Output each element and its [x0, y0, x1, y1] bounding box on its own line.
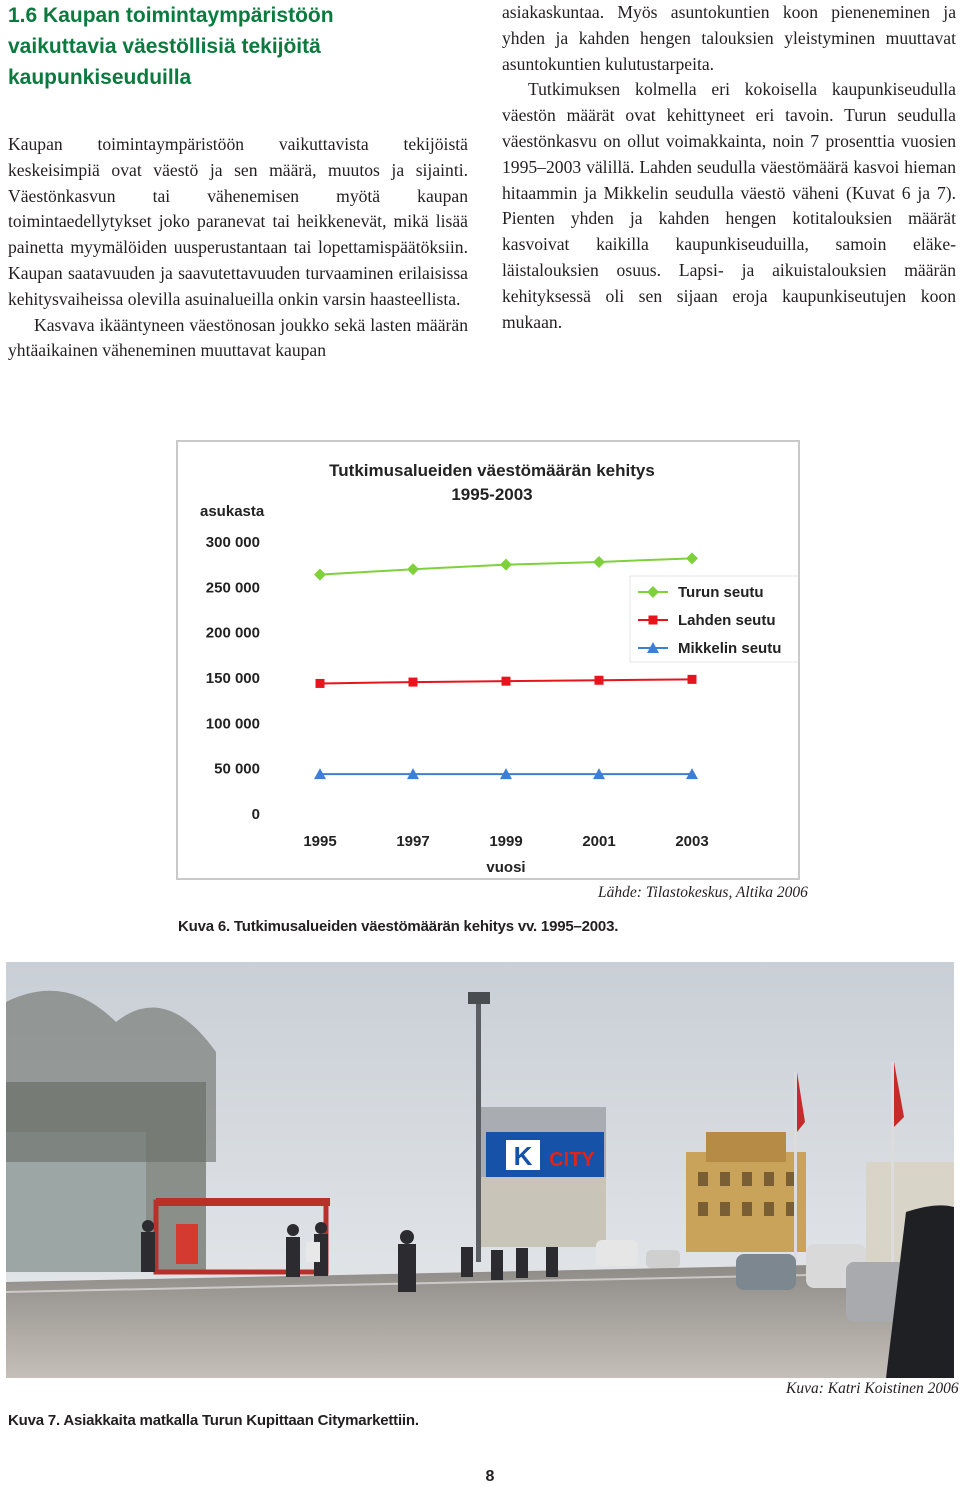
store-sign-letter: K	[513, 1141, 533, 1171]
y-tick-label: 300 000	[205, 534, 260, 551]
data-point	[500, 559, 512, 571]
data-point	[316, 679, 325, 688]
body-paragraph: Kasvava ikääntyneen väestönosan joukko sekä lasten määrän yhtäaikainen väheneminen muuttavat kaupan	[8, 314, 468, 361]
data-point	[595, 676, 604, 685]
legend-label: Turun seutu	[678, 584, 764, 601]
chart-svg	[178, 442, 798, 878]
heading-line: vaikuttavia väestöllisiä tekijöitä	[8, 35, 321, 58]
chart-title-line: 1995-2003	[451, 485, 533, 504]
heading-line: kaupunkiseuduilla	[8, 66, 192, 89]
legend-marker	[649, 616, 658, 625]
figure-6-caption: Kuva 6. Tutkimusalueiden väestömäärän kehitys vv. 1995–2003.	[178, 918, 619, 935]
left-column	[8, 132, 468, 364]
population-chart	[176, 440, 800, 880]
legend-label: Lahden seutu	[678, 612, 776, 629]
y-axis-label: asukasta	[200, 503, 265, 520]
figure-7-source: Kuva: Katri Koistinen 2006	[786, 1380, 959, 1397]
store-sign-text: CITY	[549, 1149, 595, 1171]
data-point	[686, 552, 698, 564]
data-point	[314, 569, 326, 581]
data-point	[502, 677, 511, 686]
y-tick-label: 50 000	[214, 760, 260, 778]
x-tick-label: 2001	[582, 833, 616, 850]
y-tick-label: 150 000	[205, 670, 260, 687]
legend-label: Mikkelin seutu	[678, 640, 782, 657]
y-tick-label: 100 000	[205, 715, 260, 733]
figure-7-caption: Kuva 7. Asiakkaita matkalla Turun Kupittaan Citymarkettiin.	[8, 1412, 419, 1429]
body-paragraph: asiakaskuntaa. Myös asuntokuntien koon pieneneminen ja yhden ja kahden hengen talouksien yleistyminen muuttavat asuntokuntien kulutustarpeita.	[502, 2, 956, 74]
y-tick-label: 250 000	[205, 579, 260, 597]
street-photo-illustration	[6, 962, 954, 1378]
y-tick-label: 200 000	[205, 624, 260, 642]
chart-title-line: Tutkimusalueiden väestömäärän kehitys	[329, 461, 655, 480]
figure-6-source: Lähde: Tilastokeskus, Altika 2006	[598, 884, 808, 901]
store-photo	[6, 962, 954, 1378]
x-axis-label: vuosi	[486, 859, 526, 876]
data-point	[407, 563, 419, 575]
right-column	[502, 0, 956, 335]
page-number: 8	[485, 1468, 495, 1485]
x-tick-label: 2003	[675, 833, 709, 850]
x-tick-label: 1997	[396, 833, 430, 850]
heading-line: 1.6 Kaupan toimintaympäristöön	[8, 4, 334, 27]
data-point	[409, 678, 418, 687]
body-paragraph: Tutkimuksen kolmella eri kokoisella kaupunkiseudulla väestön määrät ovat kehittyneet eri tavoin. Turun seudulla väestönkasvu on ollut voimakkainta, noin 7 prosenttia vuosien 1995–2003 välillä. Lahden seudulla väestömäärä kasvoi hieman hitaammin ja Mikkelin seudulla väestö väheni (Kuvat 6 ja 7). Pienten yhden ja kahden hengen kotitalouksien määrät kasvoivat kaikilla kaupunkiseuduilla, samoin eläkeläistalouksien osuus. Lapsi- ja aikuistalouksien määrän kehityksessä oli sen sijaan eroja kaupunkiseutujen koon mukaan.	[502, 79, 956, 332]
y-tick-label: 0	[251, 806, 260, 823]
data-point	[688, 675, 697, 684]
body-paragraph: Kaupan toimintaympäristöön vaikuttavista tekijöistä keskeisimpiä ovat väestö ja sen määrä, muutos ja sijainti. Väestönkasvun tai vähenemisen myötä kaupan toimintaedellytykset joko paranevat tai heikkenevät, mikä lisää painetta myymälöiden uusperustantaan tai lopettamispäätöksiin. Kaupan saatavuuden ja saavutettavuuden turvaaminen erilaisissa kehitysvaiheissa olevilla asuinalueilla onkin varsin haasteellista.	[8, 134, 468, 309]
section-heading	[8, 0, 478, 93]
x-tick-label: 1999	[489, 833, 523, 850]
data-point	[593, 556, 605, 568]
x-tick-label: 1995	[303, 833, 337, 850]
